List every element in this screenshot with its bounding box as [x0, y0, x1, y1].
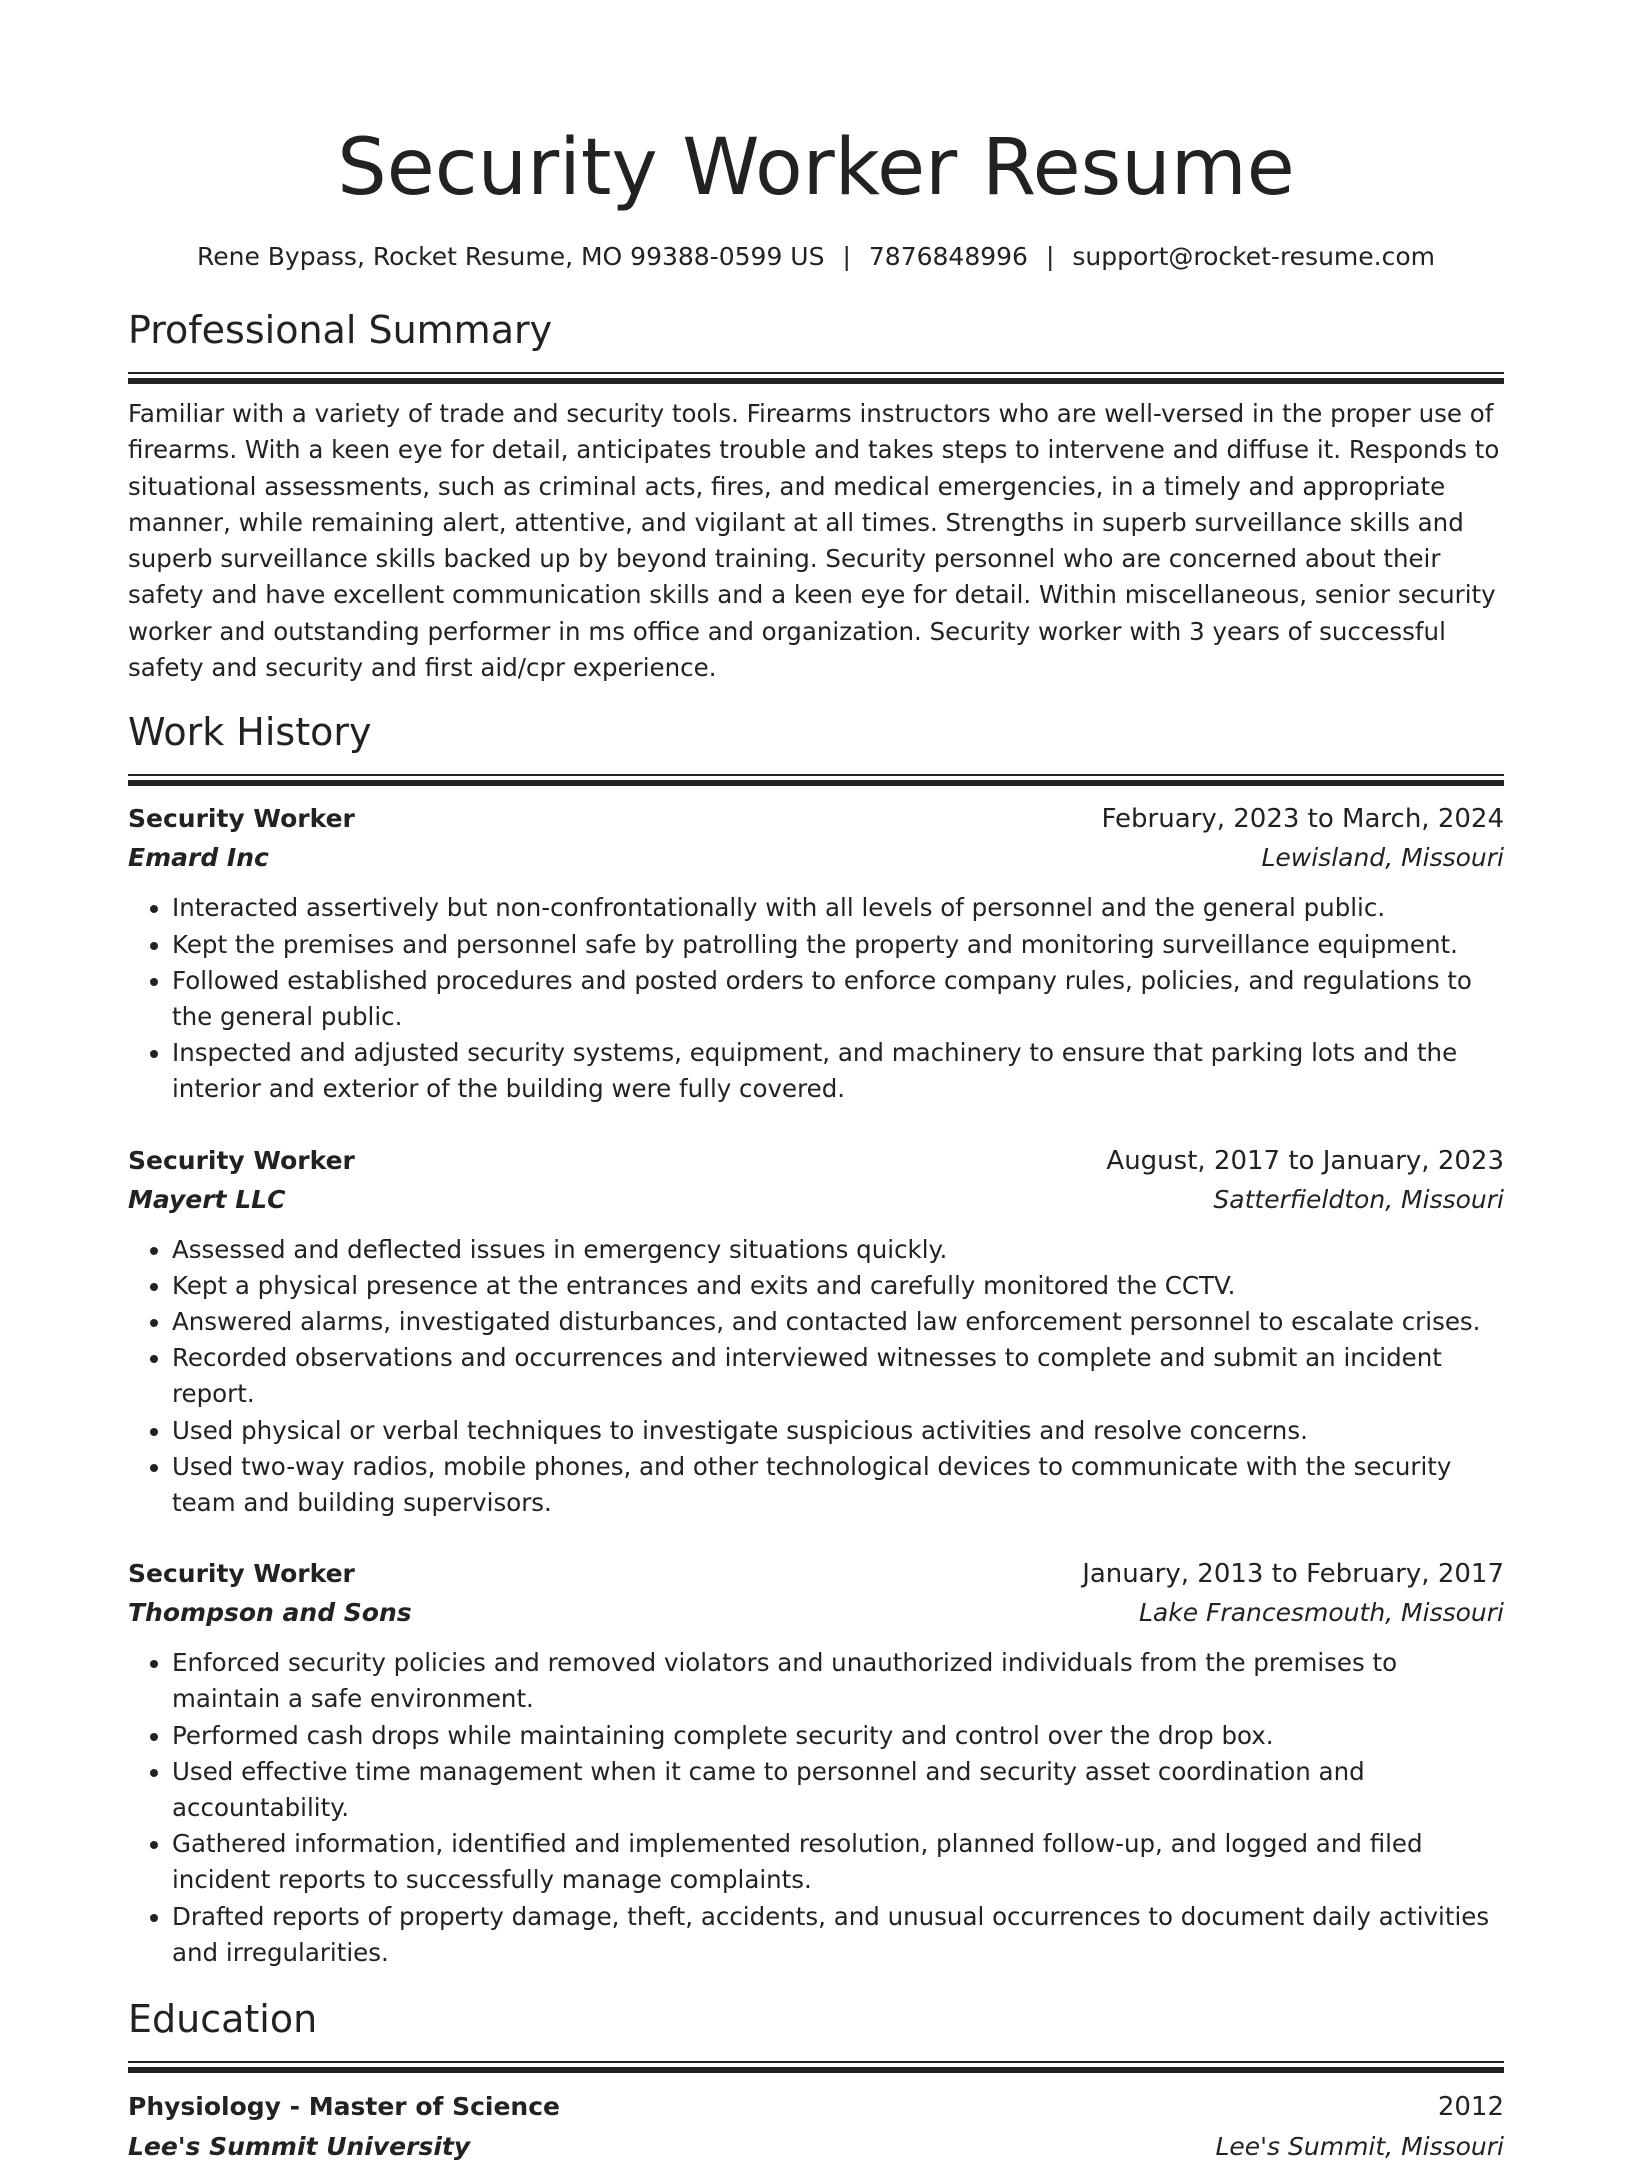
job-bullet: • Followed established procedures and posted orders to enforce company rules, policies, and regulations to the general public. [172, 963, 1504, 1035]
job-bullet: • Used two-way radios, mobile phones, and other technological devices to communicate with the security team and building supervisors. [172, 1449, 1504, 1521]
education-year: 2012 [1437, 2092, 1504, 2123]
education-section [128, 1993, 1504, 2167]
job-title-row [128, 800, 1504, 838]
job-bullet: • Assessed and deflected issues in emergency situations quickly. [172, 1232, 1504, 1268]
contact-address: Rene Bypass, Rocket Resume, MO 99388-0599 US [196, 242, 825, 271]
job-dates: February, 2023 to March, 2024 [1101, 804, 1504, 835]
section-divider [128, 774, 1504, 784]
job-bullets [128, 1645, 1504, 1971]
education-degree: Physiology - Master of Science [128, 2092, 561, 2122]
work-history-section [128, 706, 1504, 1971]
job-bullet: • Enforced security policies and removed violators and unauthorized individuals from the premises to maintain a safe environment. [172, 1645, 1504, 1717]
job-bullets [128, 890, 1504, 1107]
job-company-row [128, 1180, 1504, 1220]
job-title: Security Worker [128, 1145, 355, 1175]
job-bullet: • Used effective time management when it came to personnel and security asset coordination and accountability. [172, 1754, 1504, 1826]
contact-line [128, 240, 1504, 274]
job-bullet: • Drafted reports of property damage, theft, accidents, and unusual occurrences to document daily activities and irregularities. [172, 1899, 1504, 1971]
job-bullet: • Kept the premises and personnel safe by patrolling the property and monitoring surveillance equipment. [172, 927, 1504, 963]
job-company-row [128, 1593, 1504, 1633]
job-bullet: • Recorded observations and occurrences and interviewed witnesses to complete and submit an incident report. [172, 1340, 1504, 1412]
section-divider [128, 2061, 1504, 2071]
job-bullet: • Gathered information, identified and implemented resolution, planned follow-up, and logged and filed incident reports to successfully manage complaints. [172, 1826, 1504, 1898]
summary-section [128, 304, 1504, 686]
job-entry [128, 1555, 1504, 1971]
job-title: Security Worker [128, 804, 355, 834]
job-company: Mayert LLC [128, 1184, 286, 1214]
job-dates: January, 2013 to February, 2017 [1082, 1559, 1504, 1590]
education-location: Lee's Summit, Missouri [1215, 2132, 1504, 2162]
section-divider [128, 372, 1504, 382]
job-bullet: • Inspected and adjusted security systems, equipment, and machinery to ensure that parking lots and the interior and exterior of the building were fully covered. [172, 1035, 1504, 1107]
contact-separator: | [842, 242, 851, 271]
job-company: Emard Inc [128, 843, 269, 873]
job-company-row [128, 838, 1504, 878]
job-dates: August, 2017 to January, 2023 [1106, 1145, 1504, 1176]
section-heading-summary: Professional Summary [128, 308, 553, 352]
contact-separator: | [1045, 242, 1055, 271]
job-bullet: • Answered alarms, investigated disturbances, and contacted law enforcement personnel to escalate crises. [172, 1304, 1504, 1340]
job-location: Satterfieldton, Missouri [1213, 1184, 1504, 1214]
job-bullet: • Used physical or verbal techniques to investigate suspicious activities and resolve concerns. [172, 1413, 1504, 1449]
section-heading-work-history: Work History [128, 710, 372, 755]
education-entry [128, 2087, 1504, 2167]
education-school-row [128, 2127, 1504, 2167]
education-degree-row [128, 2087, 1504, 2127]
job-title: Security Worker [128, 1559, 355, 1589]
job-location: Lewisland, Missouri [1261, 843, 1504, 873]
contact-phone: 7876848996 [868, 242, 1028, 271]
job-title-row [128, 1555, 1504, 1593]
job-bullet: • Interacted assertively but non-confrontationally with all levels of personnel and the general public. [172, 890, 1504, 926]
job-bullet: • Kept a physical presence at the entrances and exits and carefully monitored the CCTV. [172, 1268, 1504, 1304]
contact-email: support@rocket-resume.com [1072, 242, 1436, 271]
job-location: Lake Francesmouth, Missouri [1139, 1598, 1504, 1628]
resume-title: Security Worker Resume [337, 123, 1295, 213]
education-school: Lee's Summit University [128, 2132, 471, 2162]
job-entry [128, 800, 1504, 1107]
job-company: Thompson and Sons [128, 1598, 412, 1628]
job-entry [128, 1142, 1504, 1522]
section-heading-education: Education [128, 1997, 318, 2042]
summary-text: Familiar with a variety of trade and security tools. Firearms instructors who are well-versed in the proper use of firearms. With a keen eye for detail, anticipates trouble and takes steps to intervene and diffuse it. Responds to situational assessments, such as criminal acts, fires, and medical emergencies, in a timely and appropriate manner, while remaining alert, attentive, and vigilant at all times. Strengths in superb surveillance skills and superb surveillance skills backed up by beyond training. Security personnel who are concerned about their safety and have excellent communication skills and a keen eye for detail. Within miscellaneous, senior security worker and outstanding performer in ms office and organization. Security worker with 3 years of successful safety and security and first aid/cpr experience. [128, 399, 1500, 683]
job-title-row [128, 1142, 1504, 1180]
job-bullets [128, 1232, 1504, 1522]
job-bullet: • Performed cash drops while maintaining complete security and control over the drop box. [172, 1718, 1504, 1754]
